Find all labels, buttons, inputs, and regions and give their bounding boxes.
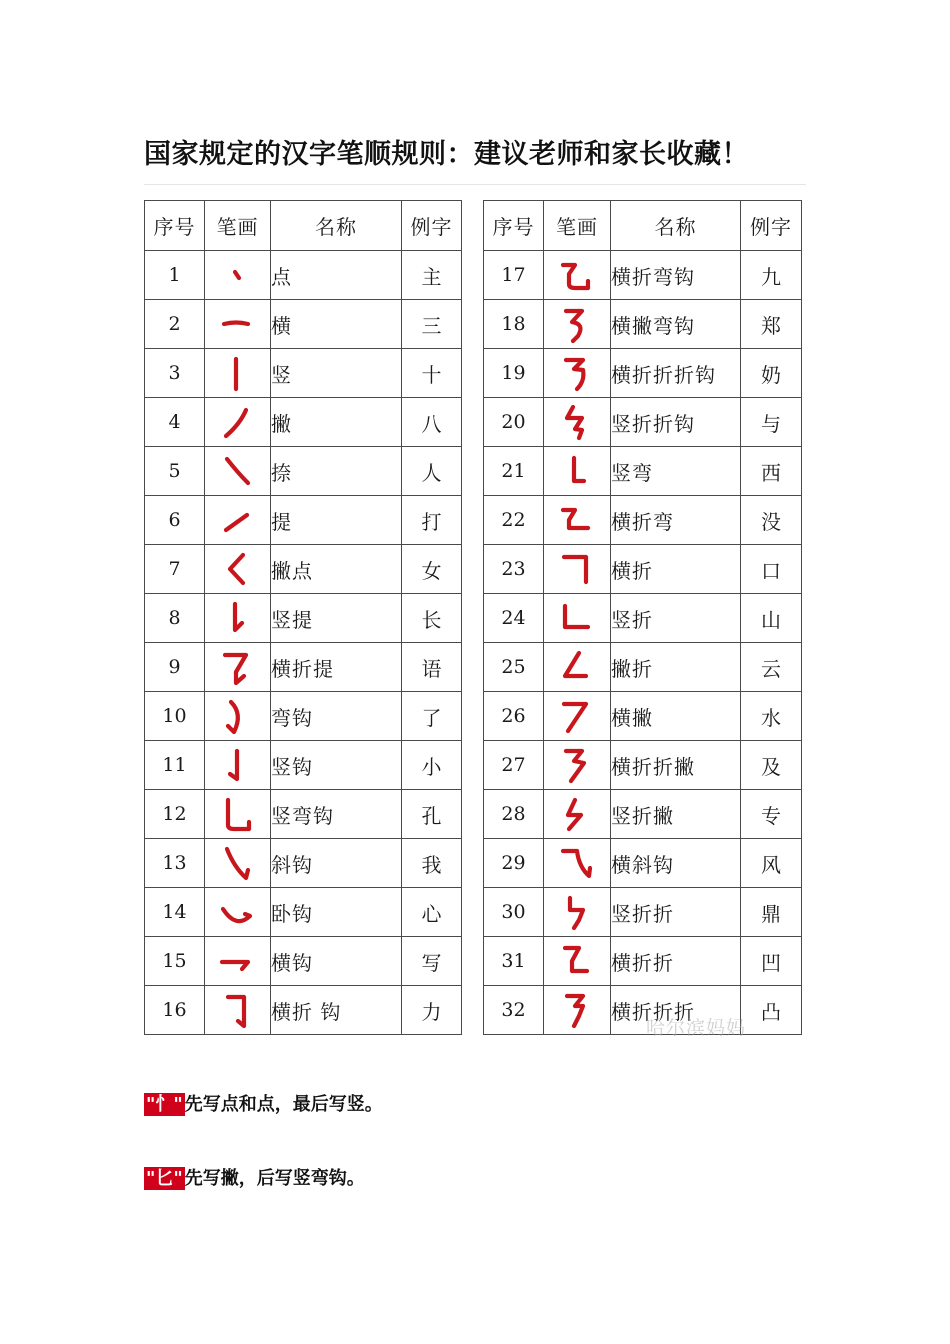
- left-falling-dot-stroke-icon: [216, 547, 260, 591]
- stroke-number: 11: [145, 741, 205, 790]
- stroke-number: 31: [484, 937, 544, 986]
- stroke-name: 横折折撇: [611, 741, 741, 790]
- table-header-row: [145, 201, 462, 251]
- stroke-name: 斜钩: [271, 839, 402, 888]
- stroke-name: 横折弯钩: [611, 251, 741, 300]
- example-character: 九: [741, 251, 802, 300]
- stroke-name: 竖弯: [611, 447, 741, 496]
- curved-hook-stroke-icon: [216, 694, 260, 738]
- stroke-number: 17: [484, 251, 544, 300]
- vertical-double-turn-stroke-icon: [555, 890, 599, 934]
- stroke-number: 32: [484, 986, 544, 1035]
- table-row: [145, 986, 462, 1035]
- table-row: [145, 349, 462, 398]
- stroke-number: 18: [484, 300, 544, 349]
- example-character: 及: [741, 741, 802, 790]
- stroke-number: 24: [484, 594, 544, 643]
- example-character: 口: [741, 545, 802, 594]
- example-character: 我: [402, 839, 462, 888]
- example-character: 孔: [402, 790, 462, 839]
- header-name: 名称: [271, 201, 402, 251]
- stroke-number: 2: [145, 300, 205, 349]
- horizontal-turn-rising-stroke-icon: [216, 645, 260, 689]
- stroke-name: 点: [271, 251, 402, 300]
- table-row: [484, 692, 802, 741]
- header-num: 序号: [484, 201, 544, 251]
- header-stroke: 笔画: [544, 201, 611, 251]
- table-row: [484, 986, 802, 1035]
- example-character: 力: [402, 986, 462, 1035]
- stroke-number: 12: [145, 790, 205, 839]
- slant-hook-stroke-icon: [216, 841, 260, 885]
- table-row: [145, 790, 462, 839]
- stroke-number: 20: [484, 398, 544, 447]
- stroke-number: 23: [484, 545, 544, 594]
- vertical-rising-stroke-icon: [216, 596, 260, 640]
- stroke-name: 竖: [271, 349, 402, 398]
- example-character: 郑: [741, 300, 802, 349]
- stroke-name: 竖弯钩: [271, 790, 402, 839]
- stroke-name: 横折 钩: [271, 986, 402, 1035]
- left-falling-stroke-icon: [216, 400, 260, 444]
- stroke-table-left: [144, 200, 462, 1035]
- table-row: [145, 447, 462, 496]
- example-character: 山: [741, 594, 802, 643]
- horizontal-double-turn-stroke-icon: [555, 939, 599, 983]
- vertical-turn-stroke-icon: [555, 596, 599, 640]
- stroke-number: 5: [145, 447, 205, 496]
- table-row: [484, 251, 802, 300]
- example-character: 人: [402, 447, 462, 496]
- rule-text: 先写撇，后写竖弯钩。: [184, 1168, 365, 1189]
- left-falling-turn-stroke-icon: [555, 645, 599, 689]
- stroke-name: 横钩: [271, 937, 402, 986]
- example-character: 八: [402, 398, 462, 447]
- stroke-name: 捺: [271, 447, 402, 496]
- header-name: 名称: [611, 201, 741, 251]
- right-falling-stroke-icon: [216, 449, 260, 493]
- stroke-name: 撇: [271, 398, 402, 447]
- table-row: [145, 251, 462, 300]
- example-character: 鼎: [741, 888, 802, 937]
- table-row: [484, 398, 802, 447]
- stroke-number: 9: [145, 643, 205, 692]
- example-character: 小: [402, 741, 462, 790]
- stroke-name: 横撇弯钩: [611, 300, 741, 349]
- example-character: 水: [741, 692, 802, 741]
- stroke-number: 26: [484, 692, 544, 741]
- stroke-number: 30: [484, 888, 544, 937]
- example-character: 写: [402, 937, 462, 986]
- stroke-name: 横折: [611, 545, 741, 594]
- example-character: 凸: [741, 986, 802, 1035]
- table-row: [484, 545, 802, 594]
- stroke-number: 27: [484, 741, 544, 790]
- vertical-bend-stroke-icon: [555, 449, 599, 493]
- table-row: [145, 937, 462, 986]
- table-row: [145, 594, 462, 643]
- stroke-number: 29: [484, 839, 544, 888]
- header-num: 序号: [145, 201, 205, 251]
- rule-line-2: [144, 1164, 365, 1190]
- stroke-number: 25: [484, 643, 544, 692]
- table-row: [484, 594, 802, 643]
- title-divider: [144, 184, 806, 185]
- stroke-name: 横折提: [271, 643, 402, 692]
- horizontal-slant-hook-stroke-icon: [555, 841, 599, 885]
- table-row: [484, 643, 802, 692]
- stroke-name: 撇点: [271, 545, 402, 594]
- stroke-name: 竖折: [611, 594, 741, 643]
- table-row: [145, 398, 462, 447]
- header-stroke: 笔画: [205, 201, 271, 251]
- stroke-name: 竖钩: [271, 741, 402, 790]
- table-row: [145, 643, 462, 692]
- example-character: 奶: [741, 349, 802, 398]
- stroke-name: 竖折折钩: [611, 398, 741, 447]
- horizontal-turn-bend-stroke-icon: [555, 498, 599, 542]
- stroke-name: 卧钩: [271, 888, 402, 937]
- example-character: 没: [741, 496, 802, 545]
- horizontal-left-falling-stroke-icon: [555, 694, 599, 738]
- table-row: [484, 888, 802, 937]
- rule-tag: "匕": [146, 1168, 183, 1189]
- vertical-stroke-icon: [216, 351, 260, 395]
- stroke-name: 竖折折: [611, 888, 741, 937]
- horizontal-double-turn-left-falling-stroke-icon: [555, 743, 599, 787]
- header-example: 例字: [402, 201, 462, 251]
- stroke-name: 横折弯: [611, 496, 741, 545]
- stroke-number: 10: [145, 692, 205, 741]
- table-row: [484, 937, 802, 986]
- table-row: [484, 839, 802, 888]
- stroke-name: 竖提: [271, 594, 402, 643]
- horizontal-triple-turn-stroke-icon: [555, 988, 599, 1032]
- page-title: 国家规定的汉字笔顺规则：建议老师和家长收藏！: [144, 139, 749, 170]
- example-character: 了: [402, 692, 462, 741]
- horizontal-triple-turn-hook-stroke-icon: [555, 351, 599, 395]
- stroke-number: 15: [145, 937, 205, 986]
- lying-hook-stroke-icon: [216, 890, 260, 934]
- example-character: 打: [402, 496, 462, 545]
- horizontal-stroke-icon: [216, 302, 260, 346]
- table-row: [484, 349, 802, 398]
- stroke-number: 13: [145, 839, 205, 888]
- example-character: 专: [741, 790, 802, 839]
- stroke-name: 撇折: [611, 643, 741, 692]
- stroke-name: 横斜钩: [611, 839, 741, 888]
- vertical-turn-left-falling-stroke-icon: [555, 792, 599, 836]
- rule-text: 先写点和点，最后写竖。: [184, 1094, 383, 1115]
- example-character: 凹: [741, 937, 802, 986]
- stroke-number: 1: [145, 251, 205, 300]
- stroke-number: 21: [484, 447, 544, 496]
- stroke-table-right: [483, 200, 802, 1035]
- horizontal-turn-hook-stroke-icon: [216, 988, 260, 1032]
- stroke-number: 22: [484, 496, 544, 545]
- example-character: 十: [402, 349, 462, 398]
- table-row: [484, 741, 802, 790]
- stroke-number: 16: [145, 986, 205, 1035]
- table-header-row: [484, 201, 802, 251]
- table-row: [145, 888, 462, 937]
- horizontal-turn-stroke-icon: [555, 547, 599, 591]
- stroke-number: 3: [145, 349, 205, 398]
- example-character: 西: [741, 447, 802, 496]
- vertical-hook-stroke-icon: [216, 743, 260, 787]
- table-row: [484, 447, 802, 496]
- stroke-number: 19: [484, 349, 544, 398]
- table-row: [145, 741, 462, 790]
- vertical-double-turn-hook-stroke-icon: [555, 400, 599, 444]
- table-row: [484, 300, 802, 349]
- rule-line-1: [144, 1090, 383, 1116]
- example-character: 长: [402, 594, 462, 643]
- example-character: 语: [402, 643, 462, 692]
- horizontal-hook-stroke-icon: [216, 939, 260, 983]
- stroke-number: 8: [145, 594, 205, 643]
- example-character: 与: [741, 398, 802, 447]
- stroke-name: 横折折: [611, 937, 741, 986]
- watermark: 哈尔滨妈妈: [646, 1017, 747, 1039]
- stroke-number: 28: [484, 790, 544, 839]
- table-row: [145, 692, 462, 741]
- example-character: 三: [402, 300, 462, 349]
- stroke-number: 4: [145, 398, 205, 447]
- example-character: 主: [402, 251, 462, 300]
- example-character: 女: [402, 545, 462, 594]
- stroke-name: 横: [271, 300, 402, 349]
- stroke-name: 横撇: [611, 692, 741, 741]
- stroke-name: 竖折撇: [611, 790, 741, 839]
- table-row: [145, 545, 462, 594]
- dot-stroke-icon: [216, 253, 260, 297]
- header-example: 例字: [741, 201, 802, 251]
- table-row: [145, 496, 462, 545]
- table-row: [145, 300, 462, 349]
- stroke-number: 6: [145, 496, 205, 545]
- example-character: 风: [741, 839, 802, 888]
- stroke-name: 横折折折钩: [611, 349, 741, 398]
- horizontal-left-falling-bend-hook-stroke-icon: [555, 302, 599, 346]
- rising-stroke-icon: [216, 498, 260, 542]
- example-character: 心: [402, 888, 462, 937]
- example-character: 云: [741, 643, 802, 692]
- stroke-name: 提: [271, 496, 402, 545]
- table-row: [484, 496, 802, 545]
- stroke-number: 14: [145, 888, 205, 937]
- horizontal-turn-bend-hook-stroke-icon: [555, 253, 599, 297]
- table-row: [145, 839, 462, 888]
- vertical-bend-hook-stroke-icon: [216, 792, 260, 836]
- stroke-name: 横折折折: [611, 986, 741, 1035]
- rule-tag: "忄": [146, 1094, 183, 1115]
- table-row: [484, 790, 802, 839]
- stroke-name: 弯钩: [271, 692, 402, 741]
- stroke-number: 7: [145, 545, 205, 594]
